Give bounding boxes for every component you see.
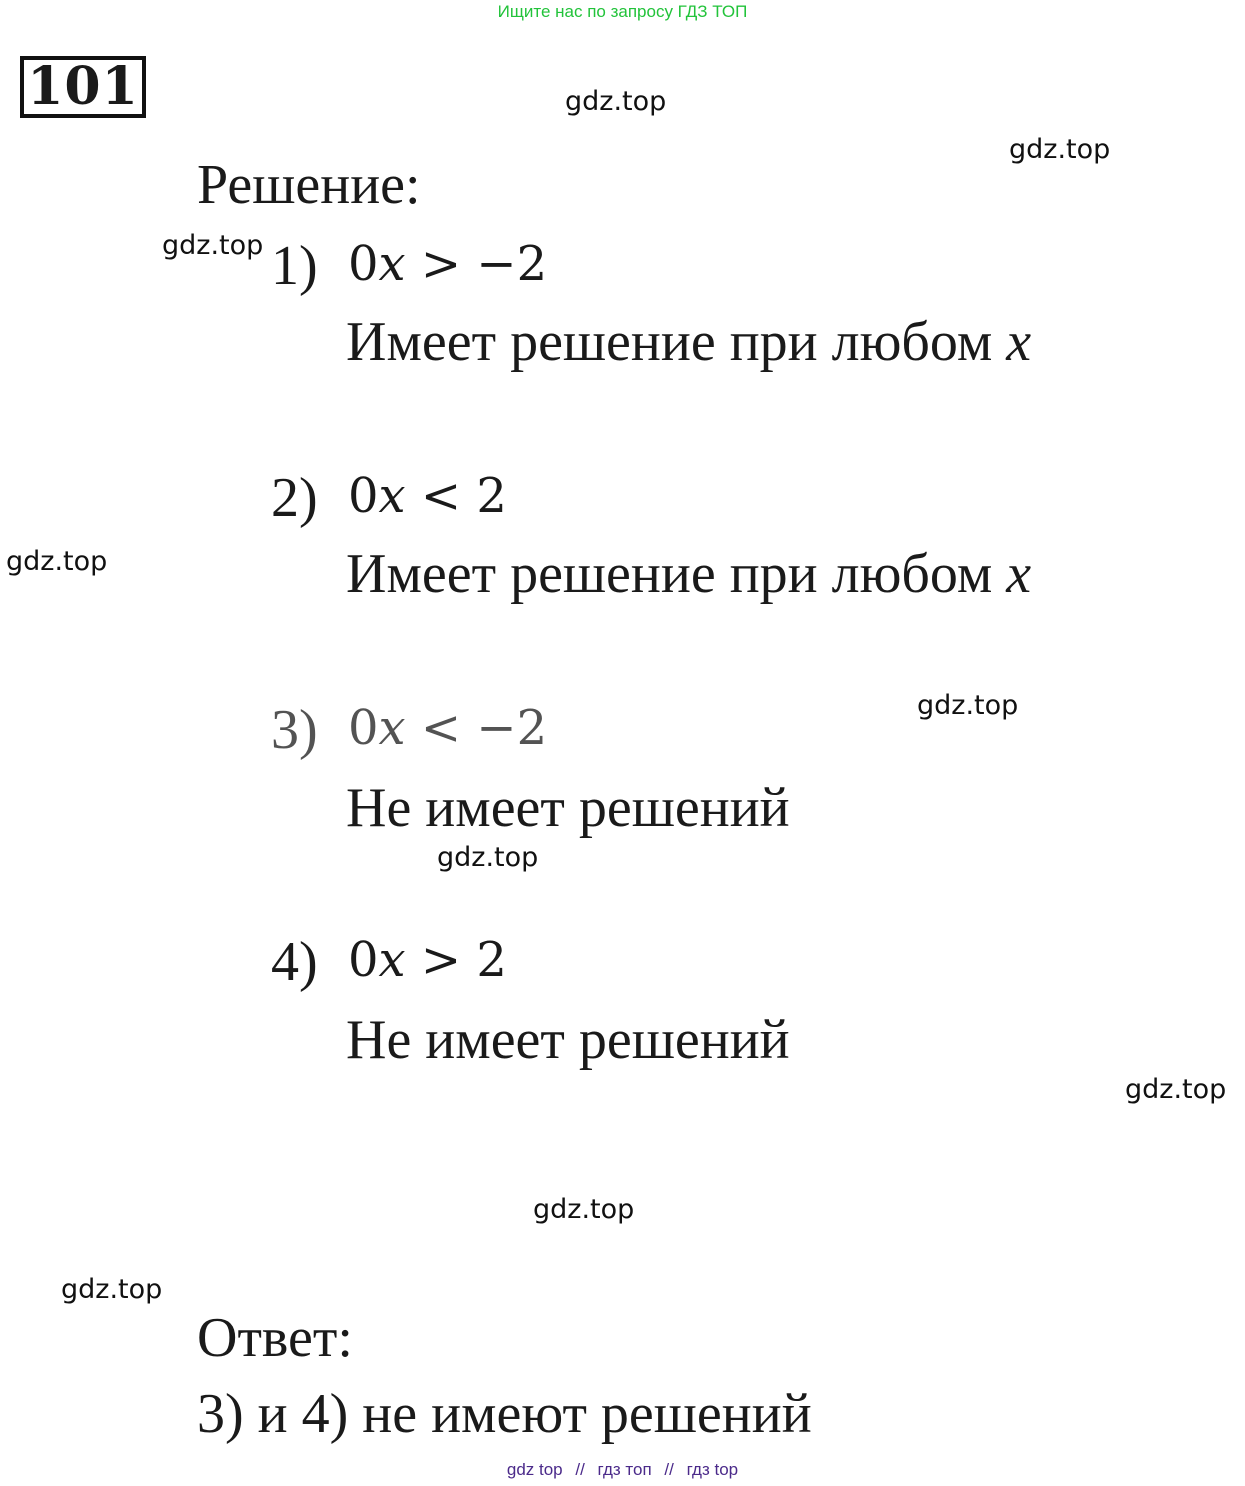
inequality-coeff: 0: [348, 700, 379, 756]
watermark: gdz.top: [1009, 134, 1111, 165]
item-result: [346, 1009, 790, 1071]
inequality: [348, 468, 507, 524]
task-number-box: [20, 56, 146, 118]
item-number: 1): [271, 235, 318, 297]
watermark: gdz.top: [6, 546, 108, 577]
footer-separator: //: [664, 1460, 674, 1479]
inequality: [348, 236, 548, 292]
inequality-rest: > 2: [405, 932, 507, 988]
inequality-var: x: [378, 236, 406, 292]
inequality: [348, 932, 507, 988]
answer-text: 3) и 4) не имеют решений: [197, 1383, 812, 1445]
result-text: Не имеет решений: [346, 777, 790, 839]
inequality-var: x: [378, 932, 406, 988]
item-result: [346, 777, 790, 839]
footer-links: [0, 1460, 1245, 1480]
solution-heading: Решение:: [197, 154, 421, 216]
inequality-var: x: [378, 468, 406, 524]
item-result: [346, 543, 1032, 605]
item-number: 4): [271, 931, 318, 993]
item-result: [346, 311, 1032, 373]
watermark: gdz.top: [162, 230, 264, 261]
answer-heading: Ответ:: [197, 1307, 353, 1369]
item-number: 2): [271, 467, 318, 529]
watermark: gdz.top: [917, 690, 1019, 721]
watermark: gdz.top: [437, 842, 539, 873]
inequality-rest: > −2: [405, 236, 548, 292]
task-number: 101: [27, 56, 139, 117]
watermark: gdz.top: [565, 86, 667, 117]
inequality-coeff: 0: [348, 236, 379, 292]
watermark: gdz.top: [533, 1194, 635, 1225]
inequality-rest: < 2: [405, 468, 507, 524]
watermark: gdz.top: [61, 1274, 163, 1305]
result-text: Имеет решение при любом: [346, 311, 1007, 373]
watermark: gdz.top: [1125, 1074, 1227, 1105]
top-banner: Ищите нас по запросу ГДЗ ТОП: [497, 2, 748, 21]
inequality-var: x: [378, 700, 406, 756]
inequality-coeff: 0: [348, 932, 379, 988]
inequality: [348, 700, 548, 756]
result-var: x: [1006, 543, 1032, 605]
footer-separator: //: [575, 1460, 585, 1479]
item-number: 3): [271, 699, 318, 761]
footer-link[interactable]: гдз top: [686, 1460, 739, 1479]
result-text: Имеет решение при любом: [346, 543, 1007, 605]
inequality-rest: < −2: [405, 700, 548, 756]
result-text: Не имеет решений: [346, 1009, 790, 1071]
inequality-coeff: 0: [348, 468, 379, 524]
result-var: x: [1006, 311, 1032, 373]
footer-link[interactable]: gdz top: [506, 1460, 563, 1479]
footer-link[interactable]: гдз топ: [597, 1460, 652, 1479]
